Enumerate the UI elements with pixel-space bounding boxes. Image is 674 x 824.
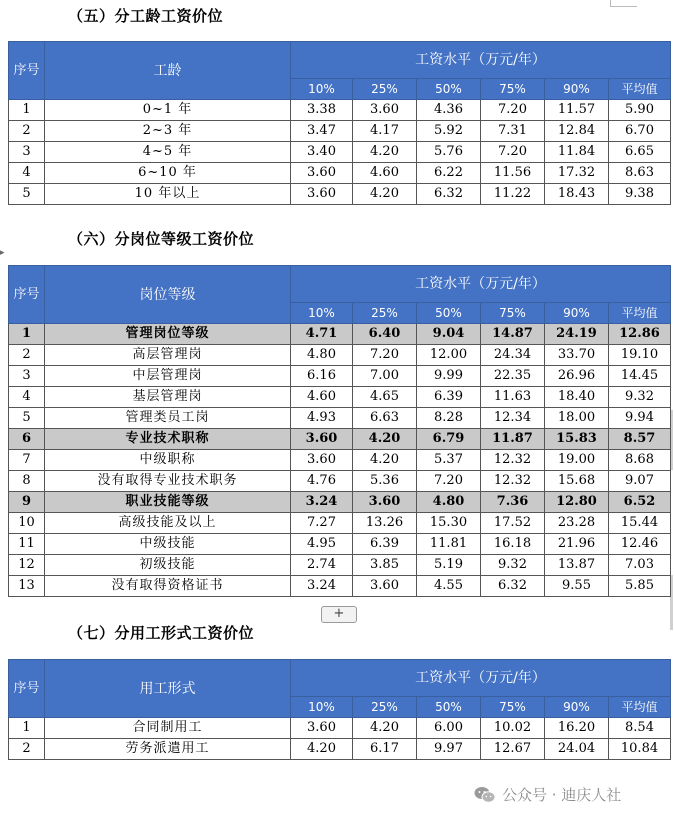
value-cell: 7.20 — [481, 142, 545, 163]
value-cell: 5.76 — [417, 142, 481, 163]
value-cell: 10.84 — [609, 739, 671, 760]
value-cell: 16.20 — [545, 718, 609, 739]
value-cell: 5.90 — [609, 100, 671, 121]
value-cell: 4.93 — [291, 408, 353, 429]
row-seq-cell: 5 — [9, 184, 45, 205]
value-cell: 7.20 — [481, 100, 545, 121]
category-header: 工龄 — [45, 42, 291, 100]
row-label-cell: 中级技能 — [45, 534, 291, 555]
table-row — [9, 555, 671, 576]
table-row — [9, 100, 671, 121]
value-cell: 3.60 — [291, 184, 353, 205]
value-cell: 4.95 — [291, 534, 353, 555]
value-cell: 5.19 — [417, 555, 481, 576]
row-seq-cell: 10 — [9, 513, 45, 534]
value-cell: 3.60 — [353, 492, 417, 513]
value-cell: 7.27 — [291, 513, 353, 534]
value-cell: 7.20 — [353, 345, 417, 366]
value-cell: 4.60 — [353, 163, 417, 184]
percentile-header: 75% — [481, 303, 545, 324]
row-seq-cell: 1 — [9, 100, 45, 121]
percentile-header: 10% — [291, 697, 353, 718]
seniority-wage-table — [8, 41, 671, 205]
value-cell: 17.32 — [545, 163, 609, 184]
percentile-header: 25% — [353, 697, 417, 718]
percentile-header: 90% — [545, 79, 609, 100]
percentile-header: 50% — [417, 697, 481, 718]
category-header: 岗位等级 — [45, 266, 291, 324]
value-cell: 9.32 — [609, 387, 671, 408]
value-cell: 12.86 — [609, 324, 671, 345]
row-label-cell: 高级技能及以上 — [45, 513, 291, 534]
page-corner-mark — [610, 0, 637, 7]
table-row — [9, 429, 671, 450]
table-row — [9, 387, 671, 408]
value-cell: 7.31 — [481, 121, 545, 142]
value-cell: 11.84 — [545, 142, 609, 163]
value-cell: 3.24 — [291, 576, 353, 597]
table-row — [9, 534, 671, 555]
value-cell: 4.71 — [291, 324, 353, 345]
row-seq-cell: 2 — [9, 121, 45, 142]
value-cell: 2.74 — [291, 555, 353, 576]
table-row — [9, 366, 671, 387]
value-cell: 6.63 — [353, 408, 417, 429]
row-seq-cell: 1 — [9, 324, 45, 345]
value-cell: 24.19 — [545, 324, 609, 345]
value-cell: 11.56 — [481, 163, 545, 184]
table-body — [9, 42, 671, 205]
value-cell: 4.80 — [291, 345, 353, 366]
value-cell: 4.20 — [353, 718, 417, 739]
value-cell: 12.84 — [545, 121, 609, 142]
value-cell: 8.54 — [609, 718, 671, 739]
percentile-header: 平均值 — [609, 303, 671, 324]
row-seq-cell: 1 — [9, 718, 45, 739]
percentile-header: 25% — [353, 79, 417, 100]
value-cell: 6.79 — [417, 429, 481, 450]
value-cell: 17.52 — [481, 513, 545, 534]
value-cell: 11.87 — [481, 429, 545, 450]
seq-header: 序号 — [9, 42, 45, 100]
value-cell: 6.39 — [417, 387, 481, 408]
value-cell: 14.45 — [609, 366, 671, 387]
row-seq-cell: 12 — [9, 555, 45, 576]
seq-header: 序号 — [9, 266, 45, 324]
value-cell: 24.04 — [545, 739, 609, 760]
value-cell: 9.97 — [417, 739, 481, 760]
value-cell: 12.80 — [545, 492, 609, 513]
table-row — [9, 718, 671, 739]
percentile-header: 10% — [291, 79, 353, 100]
table-row — [9, 345, 671, 366]
value-cell: 3.60 — [291, 429, 353, 450]
value-cell: 4.36 — [417, 100, 481, 121]
value-cell: 10.02 — [481, 718, 545, 739]
value-cell: 3.60 — [291, 718, 353, 739]
row-label-cell: 6~10 年 — [45, 163, 291, 184]
value-cell: 19.00 — [545, 450, 609, 471]
value-cell: 7.00 — [353, 366, 417, 387]
percentile-header: 平均值 — [609, 79, 671, 100]
value-cell: 21.96 — [545, 534, 609, 555]
side-arrow-icon: ▸ — [0, 248, 5, 258]
value-cell: 6.00 — [417, 718, 481, 739]
header-row — [9, 266, 671, 303]
value-cell: 9.94 — [609, 408, 671, 429]
wage-level-header: 工资水平（万元/年） — [291, 266, 671, 303]
row-label-cell: 职业技能等级 — [45, 492, 291, 513]
value-cell: 6.40 — [353, 324, 417, 345]
value-cell: 24.34 — [481, 345, 545, 366]
value-cell: 6.52 — [609, 492, 671, 513]
value-cell: 4.65 — [353, 387, 417, 408]
value-cell: 12.00 — [417, 345, 481, 366]
value-cell: 15.68 — [545, 471, 609, 492]
row-label-cell: 管理岗位等级 — [45, 324, 291, 345]
value-cell: 3.60 — [353, 100, 417, 121]
percentile-header: 50% — [417, 79, 481, 100]
value-cell: 22.35 — [481, 366, 545, 387]
table-row — [9, 739, 671, 760]
row-seq-cell: 8 — [9, 471, 45, 492]
row-seq-cell: 3 — [9, 142, 45, 163]
row-label-cell: 4~5 年 — [45, 142, 291, 163]
row-label-cell: 没有取得专业技术职务 — [45, 471, 291, 492]
section-heading-employment-form: （七）分用工形式工资价位 — [68, 624, 255, 642]
value-cell: 16.18 — [481, 534, 545, 555]
value-cell: 18.43 — [545, 184, 609, 205]
value-cell: 3.40 — [291, 142, 353, 163]
table-row — [9, 121, 671, 142]
value-cell: 6.32 — [417, 184, 481, 205]
row-seq-cell: 7 — [9, 450, 45, 471]
value-cell: 12.34 — [481, 408, 545, 429]
table-body — [9, 660, 671, 760]
value-cell: 6.65 — [609, 142, 671, 163]
section-heading-position-level: （六）分岗位等级工资价位 — [68, 230, 255, 248]
value-cell: 9.32 — [481, 555, 545, 576]
table-row — [9, 450, 671, 471]
value-cell: 11.63 — [481, 387, 545, 408]
table-row — [9, 163, 671, 184]
value-cell: 6.17 — [353, 739, 417, 760]
row-label-cell: 高层管理岗 — [45, 345, 291, 366]
value-cell: 11.22 — [481, 184, 545, 205]
value-cell: 6.22 — [417, 163, 481, 184]
row-seq-cell: 4 — [9, 163, 45, 184]
value-cell: 7.36 — [481, 492, 545, 513]
header-row — [9, 660, 671, 697]
table-row — [9, 184, 671, 205]
percentile-header: 25% — [353, 303, 417, 324]
table-row — [9, 576, 671, 597]
value-cell: 12.67 — [481, 739, 545, 760]
value-cell: 5.37 — [417, 450, 481, 471]
row-label-cell: 没有取得资格证书 — [45, 576, 291, 597]
row-label-cell: 中级职称 — [45, 450, 291, 471]
table-row — [9, 142, 671, 163]
value-cell: 4.20 — [291, 739, 353, 760]
value-cell: 12.32 — [481, 471, 545, 492]
value-cell: 8.57 — [609, 429, 671, 450]
percentile-header: 75% — [481, 79, 545, 100]
table-row — [9, 513, 671, 534]
value-cell: 3.60 — [291, 450, 353, 471]
table-row — [9, 324, 671, 345]
table-row — [9, 471, 671, 492]
row-seq-cell: 11 — [9, 534, 45, 555]
table-row — [9, 492, 671, 513]
value-cell: 11.81 — [417, 534, 481, 555]
watermark — [474, 784, 621, 805]
row-seq-cell: 3 — [9, 366, 45, 387]
percentile-header: 90% — [545, 697, 609, 718]
value-cell: 4.17 — [353, 121, 417, 142]
row-label-cell: 合同制用工 — [45, 718, 291, 739]
value-cell: 19.10 — [609, 345, 671, 366]
value-cell: 3.60 — [353, 576, 417, 597]
value-cell: 26.96 — [545, 366, 609, 387]
row-label-cell: 10 年以上 — [45, 184, 291, 205]
value-cell: 23.28 — [545, 513, 609, 534]
value-cell: 4.20 — [353, 429, 417, 450]
value-cell: 15.83 — [545, 429, 609, 450]
wage-level-header: 工资水平（万元/年） — [291, 42, 671, 79]
value-cell: 7.20 — [417, 471, 481, 492]
percentile-header: 50% — [417, 303, 481, 324]
value-cell: 6.16 — [291, 366, 353, 387]
value-cell: 3.38 — [291, 100, 353, 121]
value-cell: 13.87 — [545, 555, 609, 576]
wage-level-header: 工资水平（万元/年） — [291, 660, 671, 697]
value-cell: 5.92 — [417, 121, 481, 142]
value-cell: 13.26 — [353, 513, 417, 534]
value-cell: 5.85 — [609, 576, 671, 597]
percentile-header: 75% — [481, 697, 545, 718]
value-cell: 4.76 — [291, 471, 353, 492]
value-cell: 4.20 — [353, 142, 417, 163]
value-cell: 9.04 — [417, 324, 481, 345]
value-cell: 8.68 — [609, 450, 671, 471]
row-seq-cell: 4 — [9, 387, 45, 408]
row-label-cell: 中层管理岗 — [45, 366, 291, 387]
employment-form-wage-table — [8, 659, 671, 760]
value-cell: 9.55 — [545, 576, 609, 597]
value-cell: 12.32 — [481, 450, 545, 471]
row-label-cell: 2~3 年 — [45, 121, 291, 142]
value-cell: 8.63 — [609, 163, 671, 184]
row-label-cell: 初级技能 — [45, 555, 291, 576]
value-cell: 9.99 — [417, 366, 481, 387]
row-label-cell: 劳务派遣用工 — [45, 739, 291, 760]
value-cell: 18.40 — [545, 387, 609, 408]
row-seq-cell: 2 — [9, 345, 45, 366]
add-row-button[interactable]: + — [321, 606, 357, 623]
row-label-cell: 基层管理岗 — [45, 387, 291, 408]
category-header: 用工形式 — [45, 660, 291, 718]
value-cell: 4.55 — [417, 576, 481, 597]
value-cell: 8.28 — [417, 408, 481, 429]
value-cell: 4.80 — [417, 492, 481, 513]
value-cell: 4.20 — [353, 450, 417, 471]
value-cell: 3.85 — [353, 555, 417, 576]
wechat-icon — [474, 786, 496, 804]
value-cell: 12.46 — [609, 534, 671, 555]
value-cell: 14.87 — [481, 324, 545, 345]
seq-header: 序号 — [9, 660, 45, 718]
value-cell: 3.24 — [291, 492, 353, 513]
row-seq-cell: 5 — [9, 408, 45, 429]
header-row — [9, 42, 671, 79]
table-body — [9, 266, 671, 597]
position-level-wage-table — [8, 265, 671, 597]
row-seq-cell: 9 — [9, 492, 45, 513]
value-cell: 4.60 — [291, 387, 353, 408]
value-cell: 3.47 — [291, 121, 353, 142]
value-cell: 3.60 — [291, 163, 353, 184]
value-cell: 6.70 — [609, 121, 671, 142]
row-seq-cell: 6 — [9, 429, 45, 450]
value-cell: 15.30 — [417, 513, 481, 534]
value-cell: 6.39 — [353, 534, 417, 555]
percentile-header: 10% — [291, 303, 353, 324]
row-label-cell: 专业技术职称 — [45, 429, 291, 450]
value-cell: 6.32 — [481, 576, 545, 597]
value-cell: 7.03 — [609, 555, 671, 576]
row-seq-cell: 2 — [9, 739, 45, 760]
row-seq-cell: 13 — [9, 576, 45, 597]
percentile-header: 平均值 — [609, 697, 671, 718]
value-cell: 18.00 — [545, 408, 609, 429]
value-cell: 11.57 — [545, 100, 609, 121]
table-row — [9, 408, 671, 429]
value-cell: 5.36 — [353, 471, 417, 492]
value-cell: 15.44 — [609, 513, 671, 534]
value-cell: 4.20 — [353, 184, 417, 205]
value-cell: 33.70 — [545, 345, 609, 366]
section-heading-seniority: （五）分工龄工资价位 — [68, 7, 224, 25]
watermark-text: 公众号 · 迪庆人社 — [502, 786, 622, 804]
percentile-header: 90% — [545, 303, 609, 324]
row-label-cell: 管理类员工岗 — [45, 408, 291, 429]
value-cell: 9.38 — [609, 184, 671, 205]
row-label-cell: 0~1 年 — [45, 100, 291, 121]
value-cell: 9.07 — [609, 471, 671, 492]
